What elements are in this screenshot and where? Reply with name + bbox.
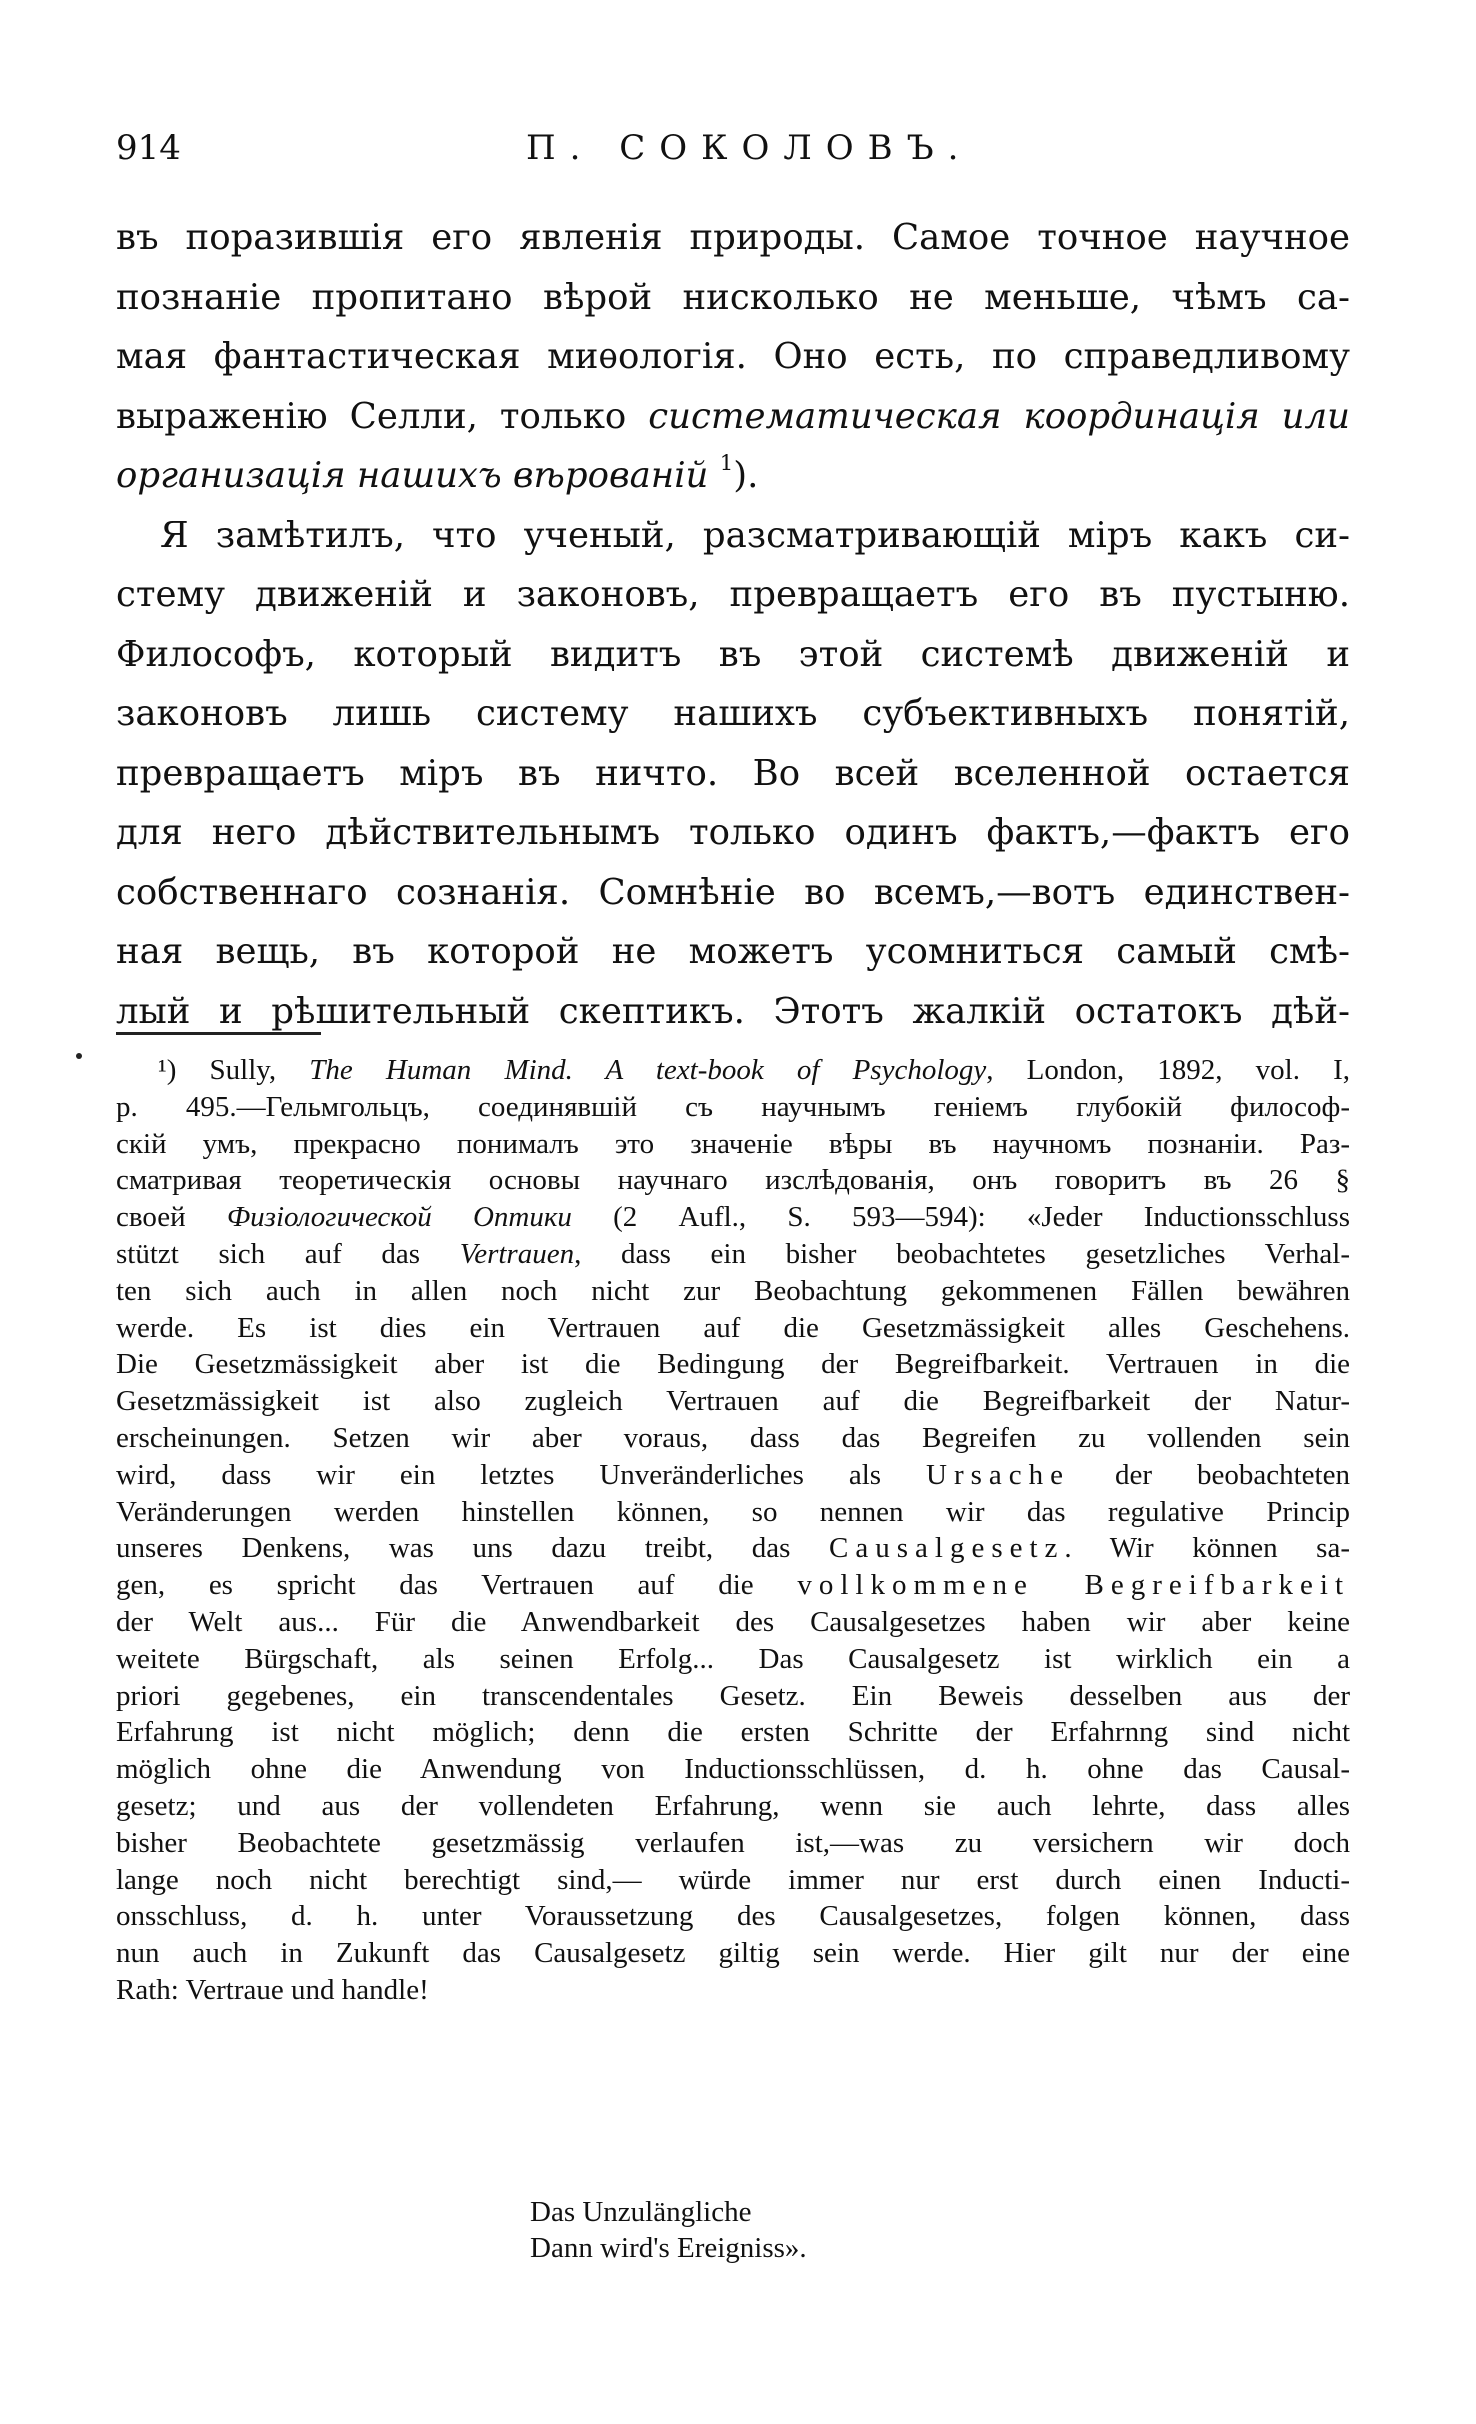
text-line xyxy=(116,446,1350,506)
footnote-line xyxy=(116,1530,1350,1567)
footnote-line: onsschluss, d. h. unter Voraussetzung des Causalgesetzes, folgen können, dass xyxy=(116,1900,1350,1933)
text-run: unseres Denkens, was uns dazu treibt, das xyxy=(116,1532,830,1565)
footnote-line: bisher Beobachtete gesetzmässig verlaufen ist,—was zu versichern wir doch xyxy=(116,1826,1350,1859)
footnote-reference[interactable]: 1 xyxy=(719,450,734,476)
verse-quotation xyxy=(530,2194,807,2266)
footnote-divider xyxy=(116,1032,321,1035)
text-line: собственнаго сознанія. Сомнѣніе во всемъ,—вотъ единствен- xyxy=(116,871,1350,913)
book-title: Физіологической Оптики xyxy=(226,1201,572,1234)
footnote-line: gesetz; und aus der vollendeten Erfahrung, wenn sie auch lehrte, dass alles xyxy=(116,1789,1350,1822)
paragraph-first-line: Я замѣтилъ, что ученый, разсматривающій міръ какъ си- xyxy=(160,514,1350,556)
footnote-line: Rath: Vertraue und handle! xyxy=(116,1973,429,2006)
text-line: ная вещь, въ которой не можетъ усомниться самый смѣ- xyxy=(116,931,1350,972)
text-line: законовъ лишь систему нашихъ субъективныхъ понятій, xyxy=(116,693,1350,734)
print-speck xyxy=(76,1053,82,1059)
footnote-line: lange noch nicht berechtigt sind,— würde immer nur erst durch einen Inducti- xyxy=(116,1863,1350,1896)
running-title-author: П. СОКОЛОВЪ. xyxy=(526,128,973,168)
footnote-line xyxy=(116,1199,1350,1236)
footnote-line: Veränderungen werden hinstellen können, so nennen wir das regulative Princip xyxy=(116,1495,1350,1528)
footnote-line: Erfahrung ist nicht möglich; denn die ersten Schritte der Erfahrnng sind nicht xyxy=(116,1716,1350,1749)
footnote-line: der Welt aus... Für die Anwendbarkeit des Causalgesetzes haben wir aber keine xyxy=(116,1605,1350,1638)
spaced-emphasis: Ursache xyxy=(926,1458,1071,1491)
footnote-line: nun auch in Zukunft das Causalgesetz giltig sein werde. Hier gilt nur der eine xyxy=(116,1937,1350,1970)
text-run: , dass ein bisher beobachtetes gesetzliches Verhal- xyxy=(574,1237,1350,1270)
emphasis: Vertrauen xyxy=(459,1237,575,1270)
text-run: (2 Aufl., S. 593—594): «Jeder Inductionsschluss xyxy=(571,1201,1350,1234)
text-line: въ поразившія его явленія природы. Самое точное научное xyxy=(116,217,1350,258)
footnote-line: скій умъ, прекрасно понималъ это значеніе вѣры въ научномъ познаніи. Раз- xyxy=(116,1127,1350,1160)
text-run: своей xyxy=(116,1201,227,1234)
text-run: . Wir können sa- xyxy=(1064,1532,1350,1565)
footnote-line: сматривая теоретическія основы научнаго изслѣдованія, онъ говоритъ въ 26 § xyxy=(116,1164,1350,1197)
text-line: лый и рѣшительный скептикъ. Этотъ жалкій остатокъ дѣй- xyxy=(116,990,1350,1032)
spaced-emphasis: Causalgesetz xyxy=(829,1532,1065,1565)
text-run: der beobachteten xyxy=(1070,1458,1350,1491)
footnote-line: erscheinungen. Setzen wir aber voraus, dass das Begreifen zu vollenden sein xyxy=(116,1421,1350,1454)
main-text xyxy=(116,208,1350,1041)
text-run: Sully, xyxy=(209,1054,310,1086)
footnote-line: möglich ohne die Anwendung von Inductionsschlüssen, d. h. ohne das Causal- xyxy=(116,1753,1350,1786)
footnote-line xyxy=(116,1457,1350,1494)
text-line: превращаетъ міръ въ ничто. Во всей вселенной остается xyxy=(116,752,1350,794)
footnote-line: Die Gesetzmässigkeit aber ist die Bedingung der Begreifbarkeit. Vertrauen in die xyxy=(116,1348,1350,1381)
text-line: Философъ, который видитъ въ этой системѣ движеній и xyxy=(116,633,1350,675)
italic-quote: организація нашихъ вѣрованій xyxy=(116,455,709,496)
book-title: The Human Mind. A text-book of Psychology xyxy=(309,1054,987,1086)
page-number: 914 xyxy=(116,128,181,168)
footnote-line xyxy=(116,1236,1350,1273)
verse-line: Das Unzulängliche xyxy=(530,2196,752,2228)
verse-line: Dann wird's Ereigniss». xyxy=(530,2232,807,2264)
footnote-line: werde. Es ist dies ein Vertrauen auf die Gesetzmässigkeit alles Geschehens. xyxy=(116,1311,1350,1344)
text-line: мая фантастическая миѳологія. Оно есть, по справедливому xyxy=(116,336,1350,377)
footnote-line: p. 495.—Гельмгольцъ, соединявшій съ научнымъ геніемъ глубокій философ- xyxy=(116,1090,1350,1123)
footnote-marker: ¹) xyxy=(158,1054,177,1086)
text-run: , London, 1892, vol. I, xyxy=(986,1054,1351,1086)
text-run: выраженію Селли, только xyxy=(116,395,649,437)
text-line: познаніе пропитано вѣрой нисколько не меньше, чѣмъ са- xyxy=(116,276,1350,318)
text-run: stützt sich auf das xyxy=(116,1237,460,1270)
footnote xyxy=(116,1052,1350,2009)
running-head xyxy=(116,128,1350,178)
text-run: wird, dass wir ein letztes Unveränderliches als xyxy=(116,1458,927,1491)
text-run: ). xyxy=(733,455,759,496)
footnote-line: ten sich auch in allen noch nicht zur Beobachtung gekommenen Fällen bewähren xyxy=(116,1274,1350,1307)
footnote-line: Gesetzmässigkeit ist also zugleich Vertrauen auf die Begreifbarkeit der Natur- xyxy=(116,1385,1350,1418)
footnote-line xyxy=(116,1052,1350,1089)
footnote-line: weitete Bürgschaft, als seinen Erfolg... Das Causalgesetz ist wirklich ein a xyxy=(116,1642,1350,1675)
footnote-line: priori gegebenes, ein transcendentales Gesetz. Ein Beweis desselben aus der xyxy=(116,1679,1350,1712)
text-run: gen, es spricht das Vertrauen auf die xyxy=(116,1569,798,1602)
italic-quote: систематическая координація или xyxy=(648,395,1350,437)
spaced-emphasis: vollkommene Begreifbarkeit xyxy=(797,1569,1350,1602)
text-line xyxy=(116,387,1350,447)
footnote-line xyxy=(116,1567,1350,1604)
text-line: для него дѣйствительнымъ только одинъ фактъ,—фактъ его xyxy=(116,812,1350,853)
text-line: стему движеній и законовъ, превращаетъ его въ пустыню. xyxy=(116,574,1350,615)
